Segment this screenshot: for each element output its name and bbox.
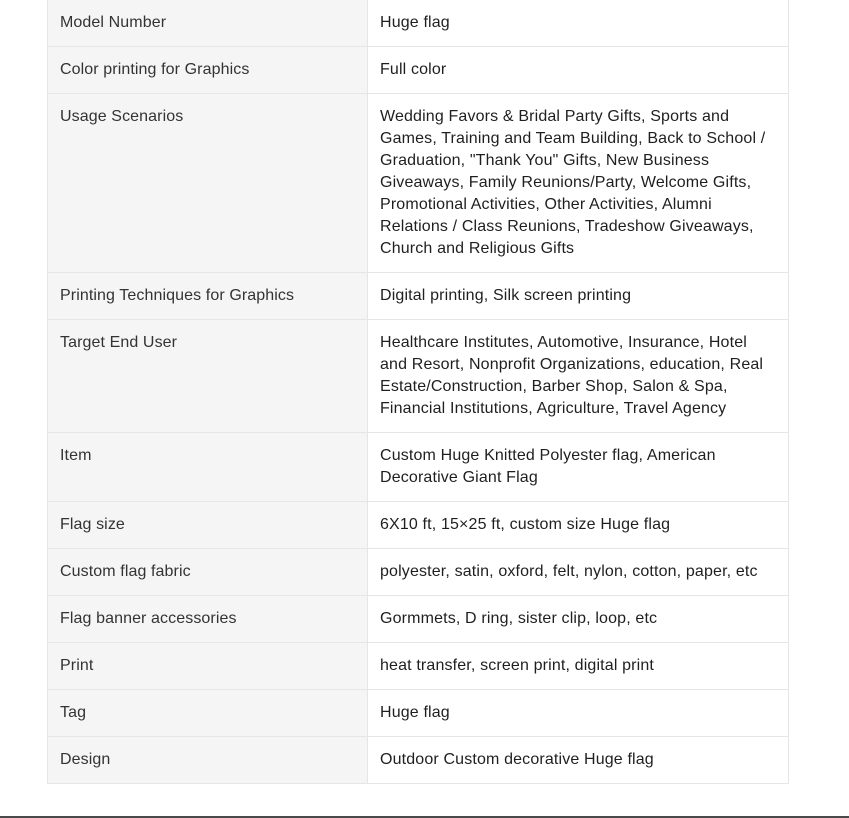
spec-label: Custom flag fabric xyxy=(48,549,368,596)
spec-label: Usage Scenarios xyxy=(48,94,368,273)
spec-value: polyester, satin, oxford, felt, nylon, cotton, paper, etc xyxy=(368,549,789,596)
spec-row-flag-size xyxy=(48,502,789,549)
product-specs-table xyxy=(47,0,789,784)
spec-value: Digital printing, Silk screen printing xyxy=(368,273,789,320)
spec-value: Healthcare Institutes, Automotive, Insurance, Hotel and Resort, Nonprofit Organizations, education, Real Estate/Construction, Barber Shop, Salon & Spa, Financial Institutions, Agriculture, Travel Agency xyxy=(368,320,789,433)
spec-row-tag xyxy=(48,690,789,737)
spec-row-model-number xyxy=(48,0,789,47)
spec-row-custom-flag-fabric xyxy=(48,549,789,596)
spec-label: Model Number xyxy=(48,0,368,47)
spec-row-target-end-user xyxy=(48,320,789,433)
spec-row-color-printing xyxy=(48,47,789,94)
spec-label: Printing Techniques for Graphics xyxy=(48,273,368,320)
spec-row-item xyxy=(48,433,789,502)
spec-value: heat transfer, screen print, digital print xyxy=(368,643,789,690)
spec-label: Print xyxy=(48,643,368,690)
spec-value: 6X10 ft, 15×25 ft, custom size Huge flag xyxy=(368,502,789,549)
spec-row-usage-scenarios xyxy=(48,94,789,273)
spec-row-flag-banner-accessories xyxy=(48,596,789,643)
spec-value: Gormmets, D ring, sister clip, loop, etc xyxy=(368,596,789,643)
spec-value: Custom Huge Knitted Polyester flag, American Decorative Giant Flag xyxy=(368,433,789,502)
spec-value: Huge flag xyxy=(368,690,789,737)
spec-label: Design xyxy=(48,737,368,784)
spec-row-design xyxy=(48,737,789,784)
spec-label: Flag banner accessories xyxy=(48,596,368,643)
spec-value: Wedding Favors & Bridal Party Gifts, Sports and Games, Training and Team Building, Back to School / Graduation, "Thank You" Gifts, New Business Giveaways, Family Reunions/Party, Welcome Gifts, Promotional Activities, Other Activities, Alumni Relations / Class Reunions, Tradeshow Giveaways, Church and Religious Gifts xyxy=(368,94,789,273)
spec-label: Color printing for Graphics xyxy=(48,47,368,94)
spec-label: Tag xyxy=(48,690,368,737)
spec-row-printing-techniques xyxy=(48,273,789,320)
spec-row-print xyxy=(48,643,789,690)
spec-label: Item xyxy=(48,433,368,502)
spec-value: Full color xyxy=(368,47,789,94)
spec-value: Outdoor Custom decorative Huge flag xyxy=(368,737,789,784)
spec-value: Huge flag xyxy=(368,0,789,47)
spec-label: Target End User xyxy=(48,320,368,433)
spec-label: Flag size xyxy=(48,502,368,549)
